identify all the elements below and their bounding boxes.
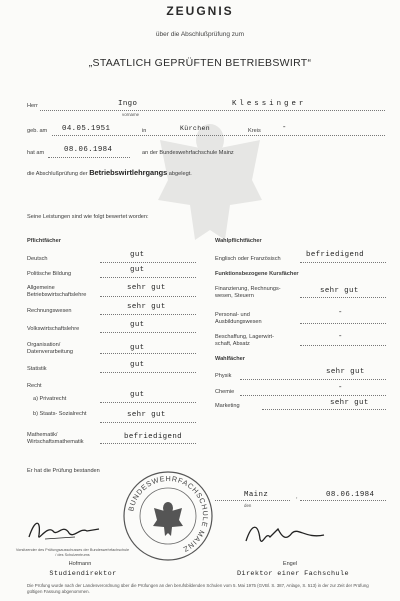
subject-grade: sehr gut — [326, 368, 365, 376]
exam-date-line — [48, 157, 130, 158]
grades-intro: Seine Leistungen sind wie folgt bewertet worden: — [27, 214, 149, 220]
grade-line — [100, 372, 196, 373]
birth-place: Kürchen — [180, 125, 211, 132]
subject-label: b) Staats- Sozialrecht — [33, 411, 87, 417]
den-label: den — [244, 503, 252, 508]
school-text: an der Bundeswehrfachschule Mainz — [142, 150, 234, 156]
pruefung-suffix-text: abgelegt. — [168, 171, 192, 177]
birth-line — [52, 135, 385, 136]
pflicht-heading: Pflichtfächer — [27, 238, 61, 244]
subject-grade: gut — [130, 344, 145, 352]
subject-grade: - — [338, 309, 343, 317]
grade-line — [262, 409, 386, 410]
subject-label: Englisch oder Französisch — [215, 256, 281, 262]
course-name: Betriebswirtlehrgangs — [89, 168, 168, 177]
subject-label: Recht — [27, 383, 42, 389]
document-title: ZEUGNIS — [166, 4, 234, 18]
subject-grade: - — [338, 333, 343, 341]
subject-label: Statistik — [27, 366, 47, 372]
grade-line — [240, 379, 386, 380]
footer-note: Die Prüfung wurde nach der Landesverordnung über die Prüfungen an den berufsbildenden Schulen vom 5. Mai 1975 (GVBl. S. 387, Anlage, S. 513) in der zur Zeit der Prüfung gültigen Fassung abgenommen. — [27, 583, 369, 594]
hat-am-label: hat am — [27, 150, 45, 156]
subject-grade: sehr gut — [127, 284, 166, 292]
grade-line — [300, 297, 386, 298]
subject-grade: befriedigend — [124, 433, 183, 441]
subject-grade: gut — [130, 266, 145, 274]
vorname-label: vorname — [122, 112, 140, 117]
grade-line — [100, 262, 196, 263]
right-signature-name: Engel — [282, 561, 298, 567]
subject-label: Marketing — [215, 403, 240, 409]
right-signature-title: Direktor einer Fachschule — [237, 570, 349, 578]
sign-date: 08.06.1984 — [326, 491, 375, 499]
pruefung-prefix — [27, 168, 192, 177]
grade-line — [100, 314, 196, 315]
in-label: in — [142, 128, 147, 134]
grade-line — [100, 402, 196, 403]
kreis-label: Kreis — [248, 128, 261, 134]
subject-label: Allgemeine Betriebswirtschaftslehre — [27, 285, 87, 298]
last-name: Klessinger — [232, 100, 307, 108]
subject-grade: gut — [130, 251, 145, 259]
document-subtitle: über die Abschlußprüfung zum — [155, 31, 245, 38]
subject-label: Volkswirtschaftslehre — [27, 326, 80, 332]
subject-label: Mathematik/ Wirtschaftsmathematik — [27, 432, 84, 445]
date-separator: , — [296, 494, 298, 500]
name-line — [40, 110, 385, 111]
place-line — [215, 500, 290, 501]
left-signature-icon — [25, 515, 105, 545]
subject-grade: befriedigend — [306, 251, 365, 259]
birth-date: 04.05.1951 — [62, 125, 111, 133]
herr-label: Herr — [27, 103, 38, 109]
subject-label: Chemie — [215, 389, 235, 395]
official-seal-icon — [122, 470, 214, 562]
left-signature-caption: Vorsitzender des Prüfungsausschusses der Bundeswehrfachschule / des Schulzentrums — [15, 548, 130, 557]
exam-date: 08.06.1984 — [64, 146, 113, 154]
passed-text: Er hat die Prüfung bestanden — [27, 468, 100, 474]
wahl-heading: Wahlfächer — [215, 356, 245, 362]
subject-grade: - — [338, 384, 343, 392]
right-signature-icon — [240, 517, 330, 547]
grade-line — [100, 353, 196, 354]
subject-grade: sehr gut — [127, 411, 166, 419]
subject-label: Personal- und Ausbildungswesen — [215, 312, 262, 325]
grade-line — [100, 422, 196, 423]
subject-grade: gut — [130, 391, 145, 399]
geb-label: geb. am — [27, 128, 48, 134]
subject-label: Finanzierung, Rechnungs- wesen, Steuern — [215, 286, 281, 299]
grade-line — [240, 395, 386, 396]
grade-line — [100, 332, 196, 333]
first-name: Ingo — [118, 100, 138, 108]
subject-label: Deutsch — [27, 256, 48, 262]
seal-text: BUNDESWEHRFACHSCHULE MAINZ — [126, 473, 211, 555]
grade-line — [100, 296, 196, 297]
subject-label: Organisation/ Datenverarbeitung — [27, 342, 74, 355]
subject-grade: gut — [130, 361, 145, 369]
place: Mainz — [244, 491, 269, 499]
funktion-heading: Funktionsbezogene Kursfächer — [215, 271, 299, 277]
subject-label: Beschaffung, Lagerwirt- schaft, Absatz — [215, 334, 274, 347]
pruefung-prefix-text: die Abschlußprüfung der — [27, 171, 88, 177]
subject-label: Politische Bildung — [27, 271, 72, 277]
grade-line — [100, 277, 196, 278]
subject-label: a) Privatrecht — [33, 396, 67, 402]
subject-label: Rechnungswesen — [27, 308, 72, 314]
left-signature-title: Studiendirektor — [49, 570, 117, 578]
grade-line — [100, 443, 196, 444]
grade-line — [300, 323, 386, 324]
grade-line — [300, 262, 386, 263]
subject-grade: sehr gut — [127, 303, 166, 311]
date-line — [300, 500, 386, 501]
subject-grade: sehr gut — [320, 287, 359, 295]
left-signature-name: Hofmann — [68, 561, 92, 567]
wahlpflicht-heading: Wahlpflichtfächer — [215, 238, 262, 244]
degree-title: „STAATLICH GEPRÜFTEN BETRIEBSWIRT“ — [88, 57, 312, 69]
subject-grade: sehr gut — [330, 399, 369, 407]
subject-grade: gut — [130, 321, 145, 329]
subject-label: Physik — [215, 373, 232, 379]
kreis-value: - — [282, 124, 287, 132]
grade-line — [300, 345, 386, 346]
